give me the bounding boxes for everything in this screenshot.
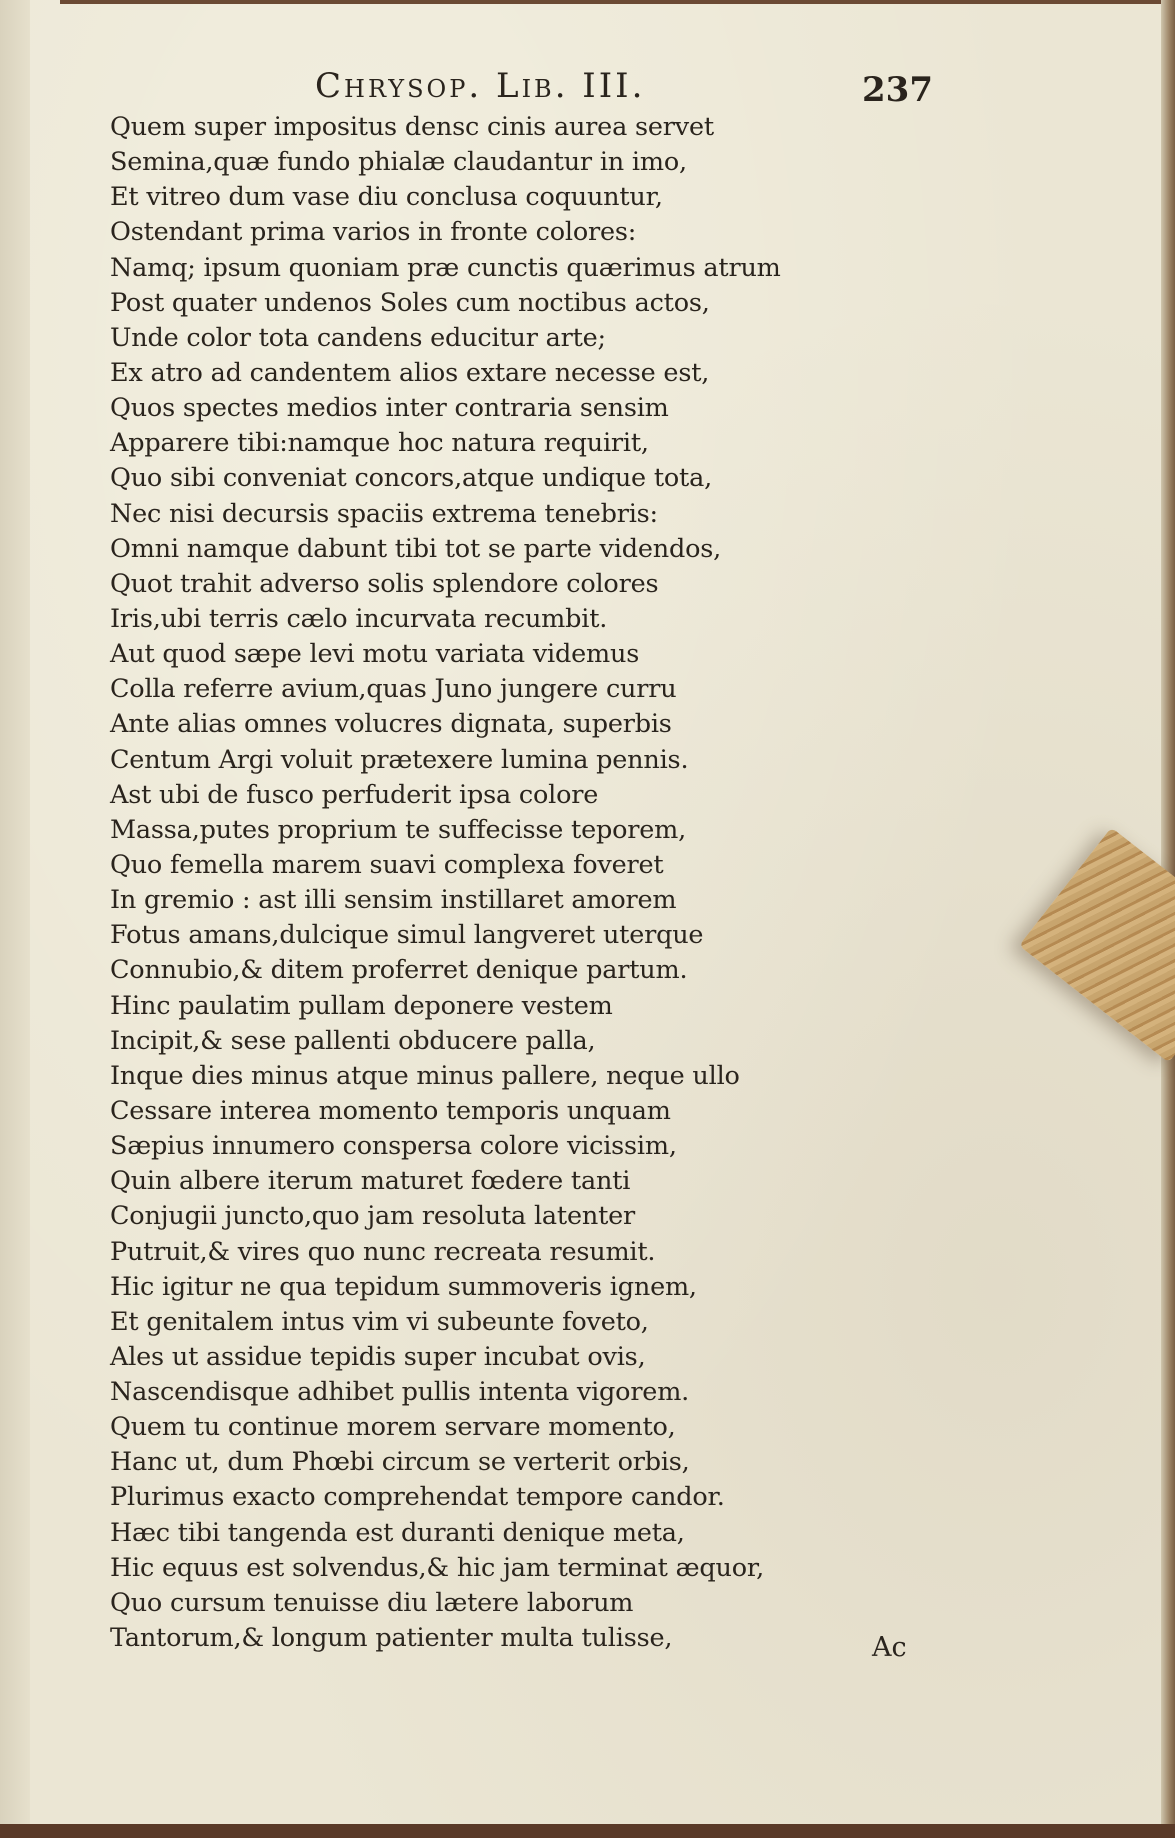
wooden-page-holder: [1019, 827, 1175, 1062]
verse-line: Quin albere iterum maturet fœdere tanti: [110, 1166, 631, 1197]
binding-gutter: [0, 0, 30, 1838]
verse-line: Post quater undenos Soles cum noctibus actos,: [110, 287, 710, 318]
verse-line: Ast ubi de fusco perfuderit ipsa colore: [110, 779, 599, 810]
verse-line: Apparere tibi:namque hoc natura requirit,: [110, 428, 649, 459]
verse-line: Plurimus exacto comprehendat tempore candor.: [110, 1482, 725, 1513]
verse-line: Hæc tibi tangenda est duranti denique meta,: [110, 1517, 685, 1548]
verse-line: Sæpius innumero conspersa colore vicissim,: [110, 1131, 677, 1162]
verse-line: Colla referre avium,quas Juno jungere curru: [110, 674, 677, 705]
verse-line: Quem super impositus densc cinis aurea servet: [110, 112, 714, 142]
verse-line: Namq; ipsum quoniam præ cunctis quærimus atrum: [110, 252, 781, 283]
page-number: 237: [862, 70, 933, 110]
verse-line: Ales ut assidue tepidis super incubat ovis,: [110, 1341, 646, 1372]
verse-line: Quos spectes medios inter contraria sensim: [110, 393, 669, 424]
verse-line: Hic igitur ne qua tepidum summoveris ignem,: [110, 1271, 697, 1302]
page-header: [0, 60, 1175, 110]
verse-line: Nascendisque adhibet pullis intenta vigorem.: [110, 1377, 690, 1408]
verse-line: Et vitreo dum vase diu conclusa coquuntur,: [110, 182, 663, 213]
verse-text: [110, 110, 810, 1656]
verse-line: Massa,putes proprium te suffecisse teporem,: [110, 814, 687, 845]
verse-line: Quo sibi conveniat concors,atque undique tota,: [110, 463, 712, 494]
catchword: Ac: [872, 1632, 907, 1663]
verse-line: Conjugii juncto,quo jam resoluta latenter: [110, 1201, 635, 1232]
verse-line: Cessare interea momento temporis unquam: [110, 1095, 671, 1126]
verse-line: Nec nisi decursis spaciis extrema tenebris:: [110, 498, 658, 529]
verse-line: Tantorum,& longum patienter multa tulisse,: [110, 1623, 673, 1654]
running-head: Chrysop. Lib. III.: [315, 66, 646, 106]
verse-line: Fotus amans,dulcique simul langveret uterque: [110, 920, 704, 951]
page-bottom-edge: [0, 1824, 1175, 1838]
verse-line: Putruit,& vires quo nunc recreata resumit.: [110, 1236, 656, 1267]
verse-line: Hanc ut, dum Phœbi circum se verterit orbis,: [110, 1447, 690, 1478]
verse-line: Hic equus est solvendus,& hic jam terminat æquor,: [110, 1552, 764, 1583]
verse-line: Aut quod sæpe levi motu variata videmus: [110, 639, 640, 670]
verse-line: Quo femella marem suavi complexa foveret: [110, 849, 664, 880]
verse-line: Incipit,& sese pallenti obducere palla,: [110, 1025, 596, 1056]
verse-line: Semina,quæ fundo phialæ claudantur in imo,: [110, 147, 687, 178]
verse-line: Inque dies minus atque minus pallere, neque ullo: [110, 1060, 740, 1091]
verse-line: In gremio : ast illi sensim instillaret amorem: [110, 885, 677, 916]
verse-line: Quot trahit adverso solis splendore colores: [110, 568, 659, 599]
verse-line: Ante alias omnes volucres dignata, superbis: [110, 709, 672, 740]
verse-line: Quem tu continue morem servare momento,: [110, 1412, 676, 1443]
verse-line: Unde color tota candens educitur arte;: [110, 322, 606, 353]
page-top-edge: [60, 0, 1175, 4]
verse-line: Omni namque dabunt tibi tot se parte videndos,: [110, 533, 722, 564]
verse-line: Hinc paulatim pullam deponere vestem: [110, 990, 613, 1021]
verse-line: Ex atro ad candentem alios extare necesse est,: [110, 357, 710, 388]
verse-line: Iris,ubi terris cælo incurvata recumbit.: [110, 603, 608, 634]
verse-line: Quo cursum tenuisse diu lætere laborum: [110, 1587, 634, 1618]
verse-line: Ostendant prima varios in fronte colores:: [110, 217, 637, 248]
verse-line: Connubio,& ditem proferret denique partum.: [110, 955, 688, 986]
verse-line: Et genitalem intus vim vi subeunte foveto,: [110, 1306, 649, 1337]
verse-line: Centum Argi voluit prætexere lumina pennis.: [110, 744, 689, 775]
